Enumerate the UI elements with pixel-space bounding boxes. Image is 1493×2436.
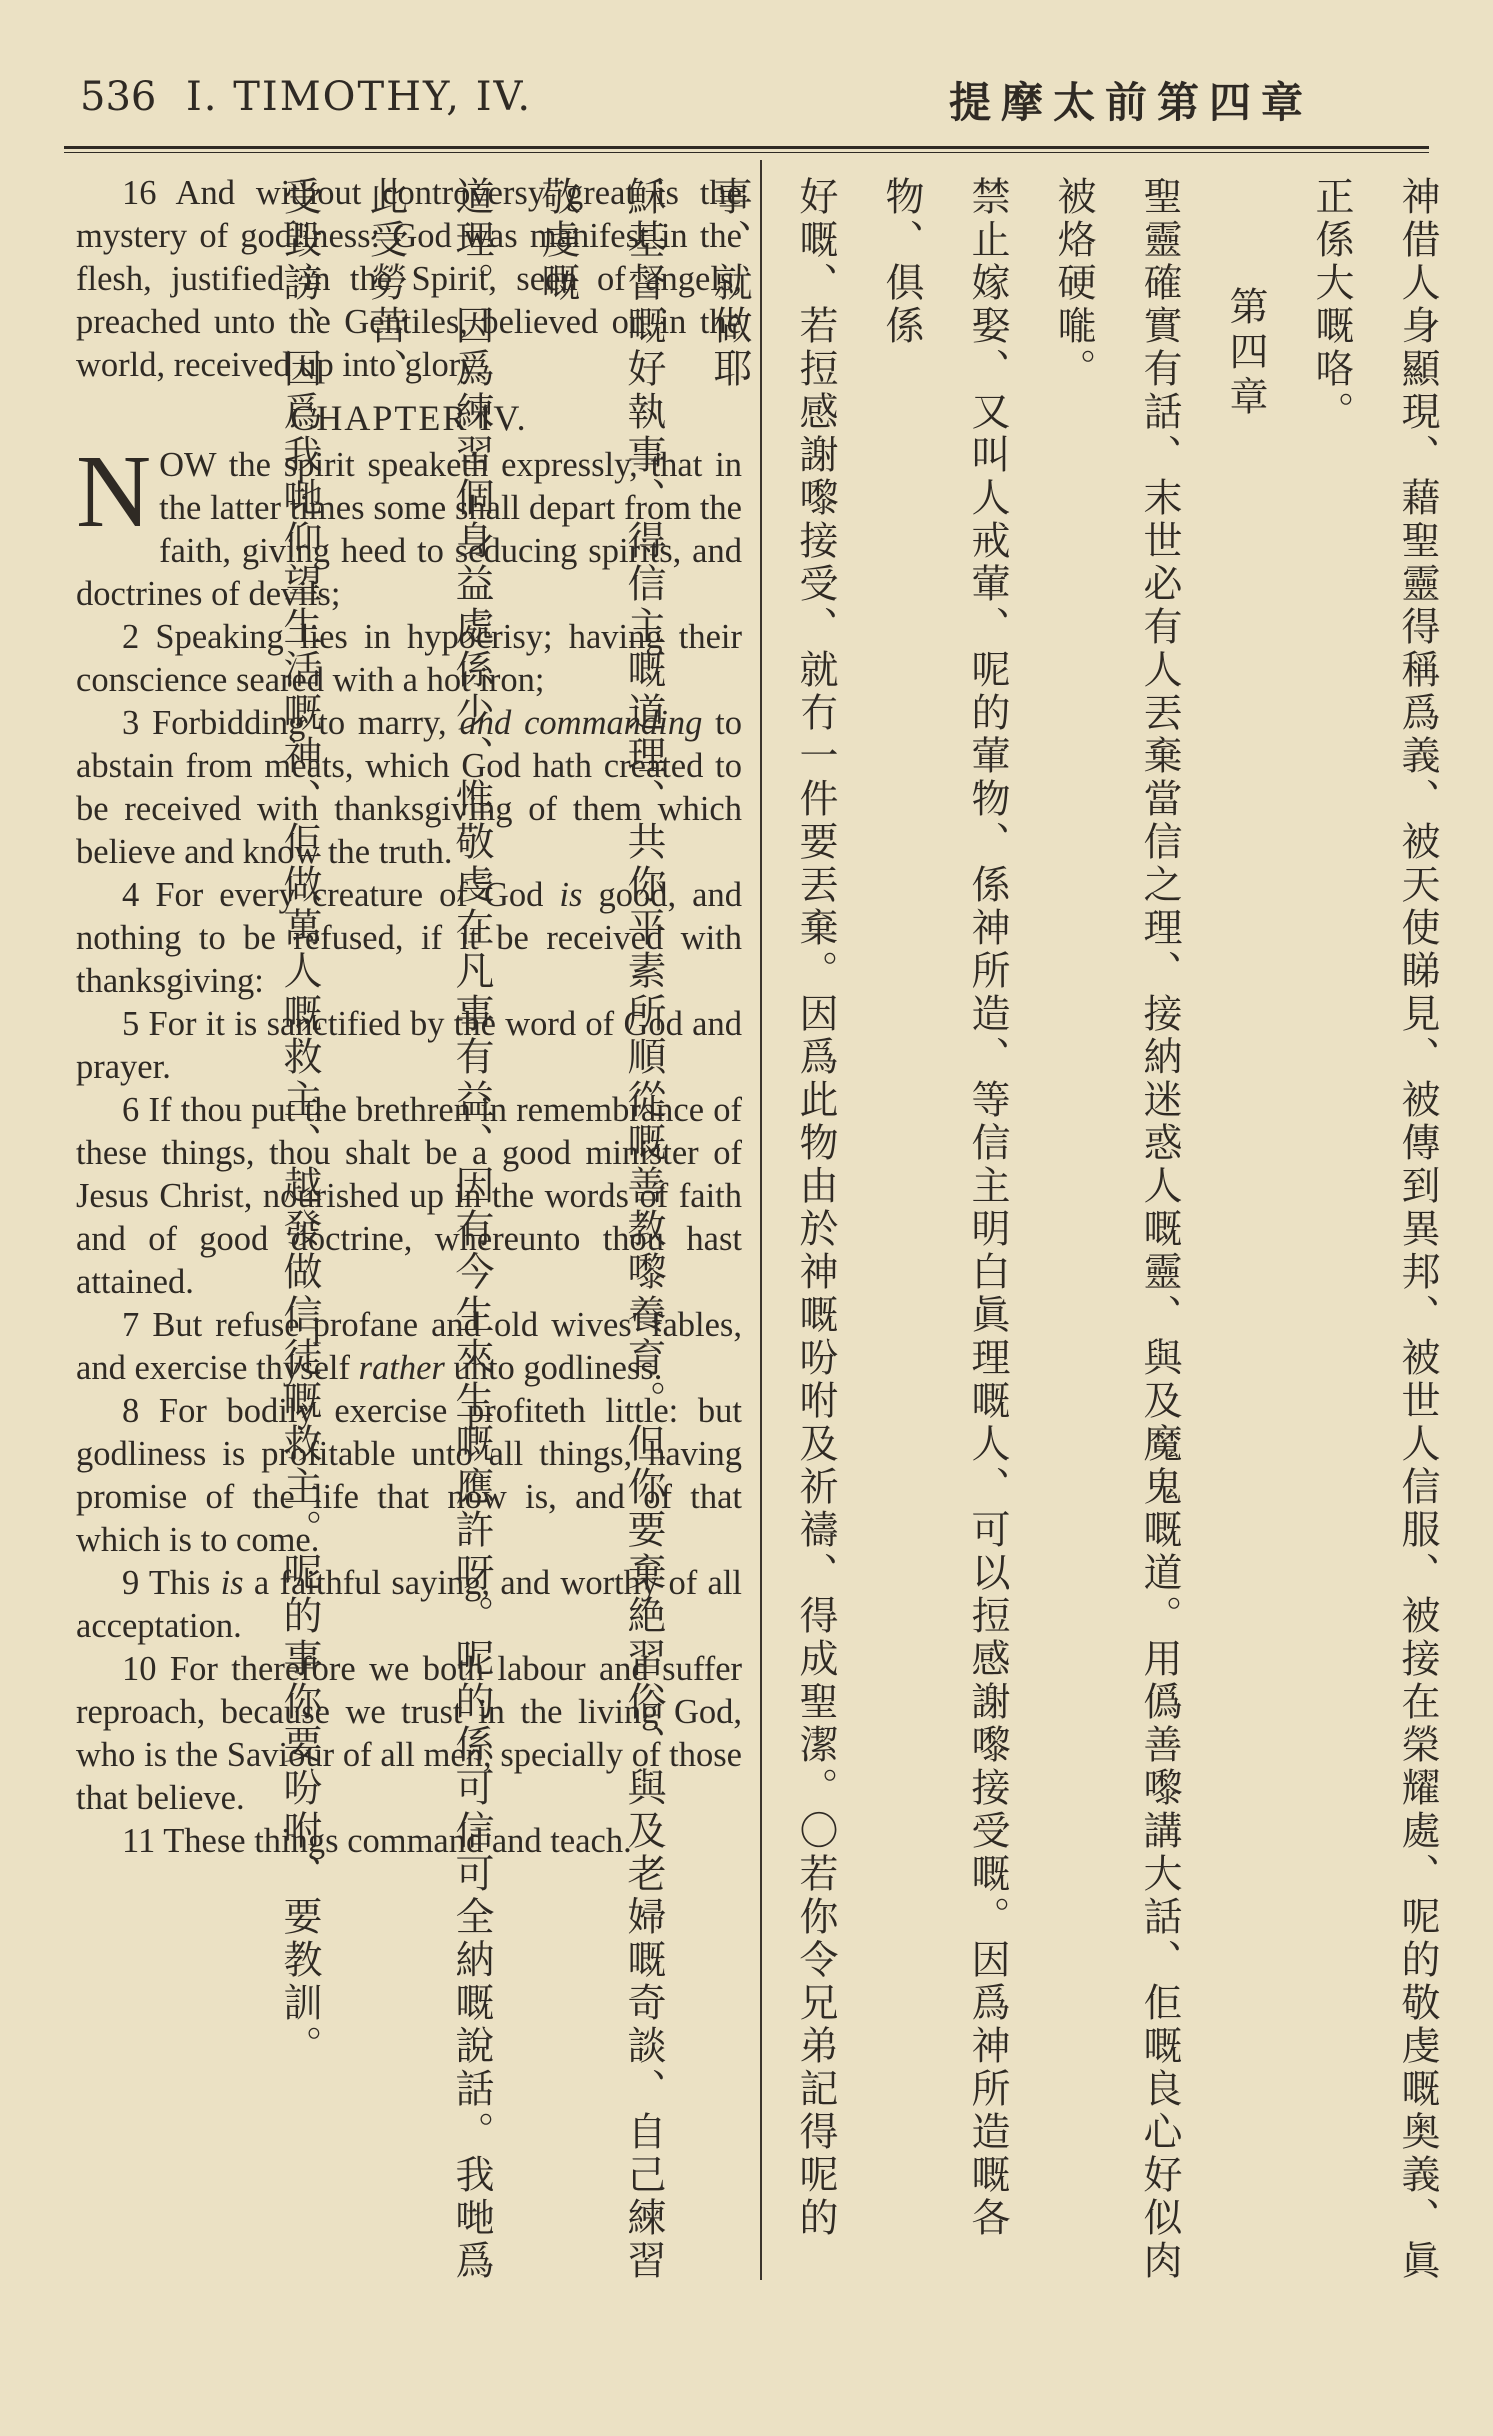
- verse-11: 11 These things command and teach.: [122, 1822, 632, 1860]
- verse-6: 6 If thou put the brethren in remembrance of these things, thou shalt be a good minister of Jesus Christ, nourished up in the words of faith and of good doctrine, whereunto thou hast attained.: [76, 1091, 742, 1301]
- chinese-running-title: 提摩太前第四章: [948, 78, 1313, 127]
- verse-1: NOW the spirit speaketh expressly, that in the latter times some shall depart from the faith, giving heed to seducing spirits, and doctrines of devils;: [76, 434, 742, 613]
- chinese-verses-8-10: 道理。因爲練習個身益處係少、惟敬虔在凡事有益、因有今生來生嘅應許呀。呢的係可信可全納嘅說話。我哋爲此受勞苦、: [363, 176, 494, 2283]
- header-rule: [64, 146, 1429, 149]
- chinese-chapter-heading: 第四章: [1223, 286, 1268, 421]
- drop-cap: N: [76, 434, 152, 549]
- chinese-verse-3-16: 神借人身顯現、藉聖靈得稱爲義、被天使睇見、被傳到異邦、被世人信服、被接在榮耀處、呢的敬虔嘅奥義、眞正係大嘅咯。: [1309, 176, 1440, 2283]
- verse-3-16: 16 And without controversy great is the mystery of godliness: God was manifest in the flesh, justified in the Spirit, seen of angels, preached unto the Gentiles, believed on in the world, received up into glory.: [76, 174, 742, 384]
- verse-5: 5 For it is sanctified by the word of God and prayer.: [76, 1005, 742, 1086]
- chinese-verses-3-4: 禁止嫁娶、又叫人戒葷、呢的葷物、係神所造、等信主明白眞理嘅人、可以𢭃感謝嚟接受嘅。因爲神所造嘅各物、俱係: [879, 176, 1010, 2240]
- verse-9: 9 This is a faithful saying, and worthy of all acceptation.: [76, 1564, 742, 1645]
- verse-10: 10 For therefore we both labour and suffer reproach, because we trust in the living God, who is the Saviour of all men, specially of those that believe.: [76, 1650, 742, 1817]
- chinese-verses-6-7: 穌基督嘅好執事、得信主嘅道理、共你平素所順從嘅善教嚟養育。但你要棄絶習俗、與及老婦嘅奇談、自己練習敬虔嘅: [535, 176, 666, 2283]
- verse-3: 3 Forbidding to marry, and commanding to abstain from meats, which God hath created to be received with thanksgiving of them which believe and know the truth.: [76, 704, 742, 871]
- chapter-heading: CHAPTER IV.: [290, 398, 528, 438]
- verse-4: 4 For every creature of God is good, and nothing to be refused, if it be received with thanksgiving:: [76, 876, 742, 1000]
- verse-2: 2 Speaking lies in hypocrisy; having their conscience seared with a hot iron;: [76, 618, 742, 699]
- header-rule-thin: [64, 152, 1429, 153]
- chinese-verses-1-2: 聖靈確實有話、末世必有人丟棄當信之理、接納迷惑人嘅靈、與及魔鬼嘅道。用僞善嚟講大話、佢嘅良心好似肉被烙硬𠹌。: [1051, 176, 1182, 2283]
- page-number: 536: [80, 74, 157, 120]
- verse-7: 7 But refuse profane and old wives' fables, and exercise thyself rather unto godliness.: [76, 1306, 742, 1387]
- chinese-verses-10-11: 受毀謗、因爲我哋仰望生活嘅神、佢做萬人嘅救主、越發做信徒嘅救主。呢的事你要吩咐、要教訓。: [277, 176, 322, 2068]
- chinese-verses-4-6: 好嘅、若𢭃感謝嚟接受、就冇一件要丟棄。因爲此物由於神嘅吩咐及祈禱、得成聖潔。〇若你令兄弟記得呢的事、就做耶: [707, 176, 838, 2240]
- book-title: I. TIMOTHY, IV.: [186, 74, 533, 120]
- verse-8: 8 For bodily exercise profiteth little: but godliness is profitable unto all things, having promise of the life that now is, and of that which is to come.: [76, 1392, 742, 1559]
